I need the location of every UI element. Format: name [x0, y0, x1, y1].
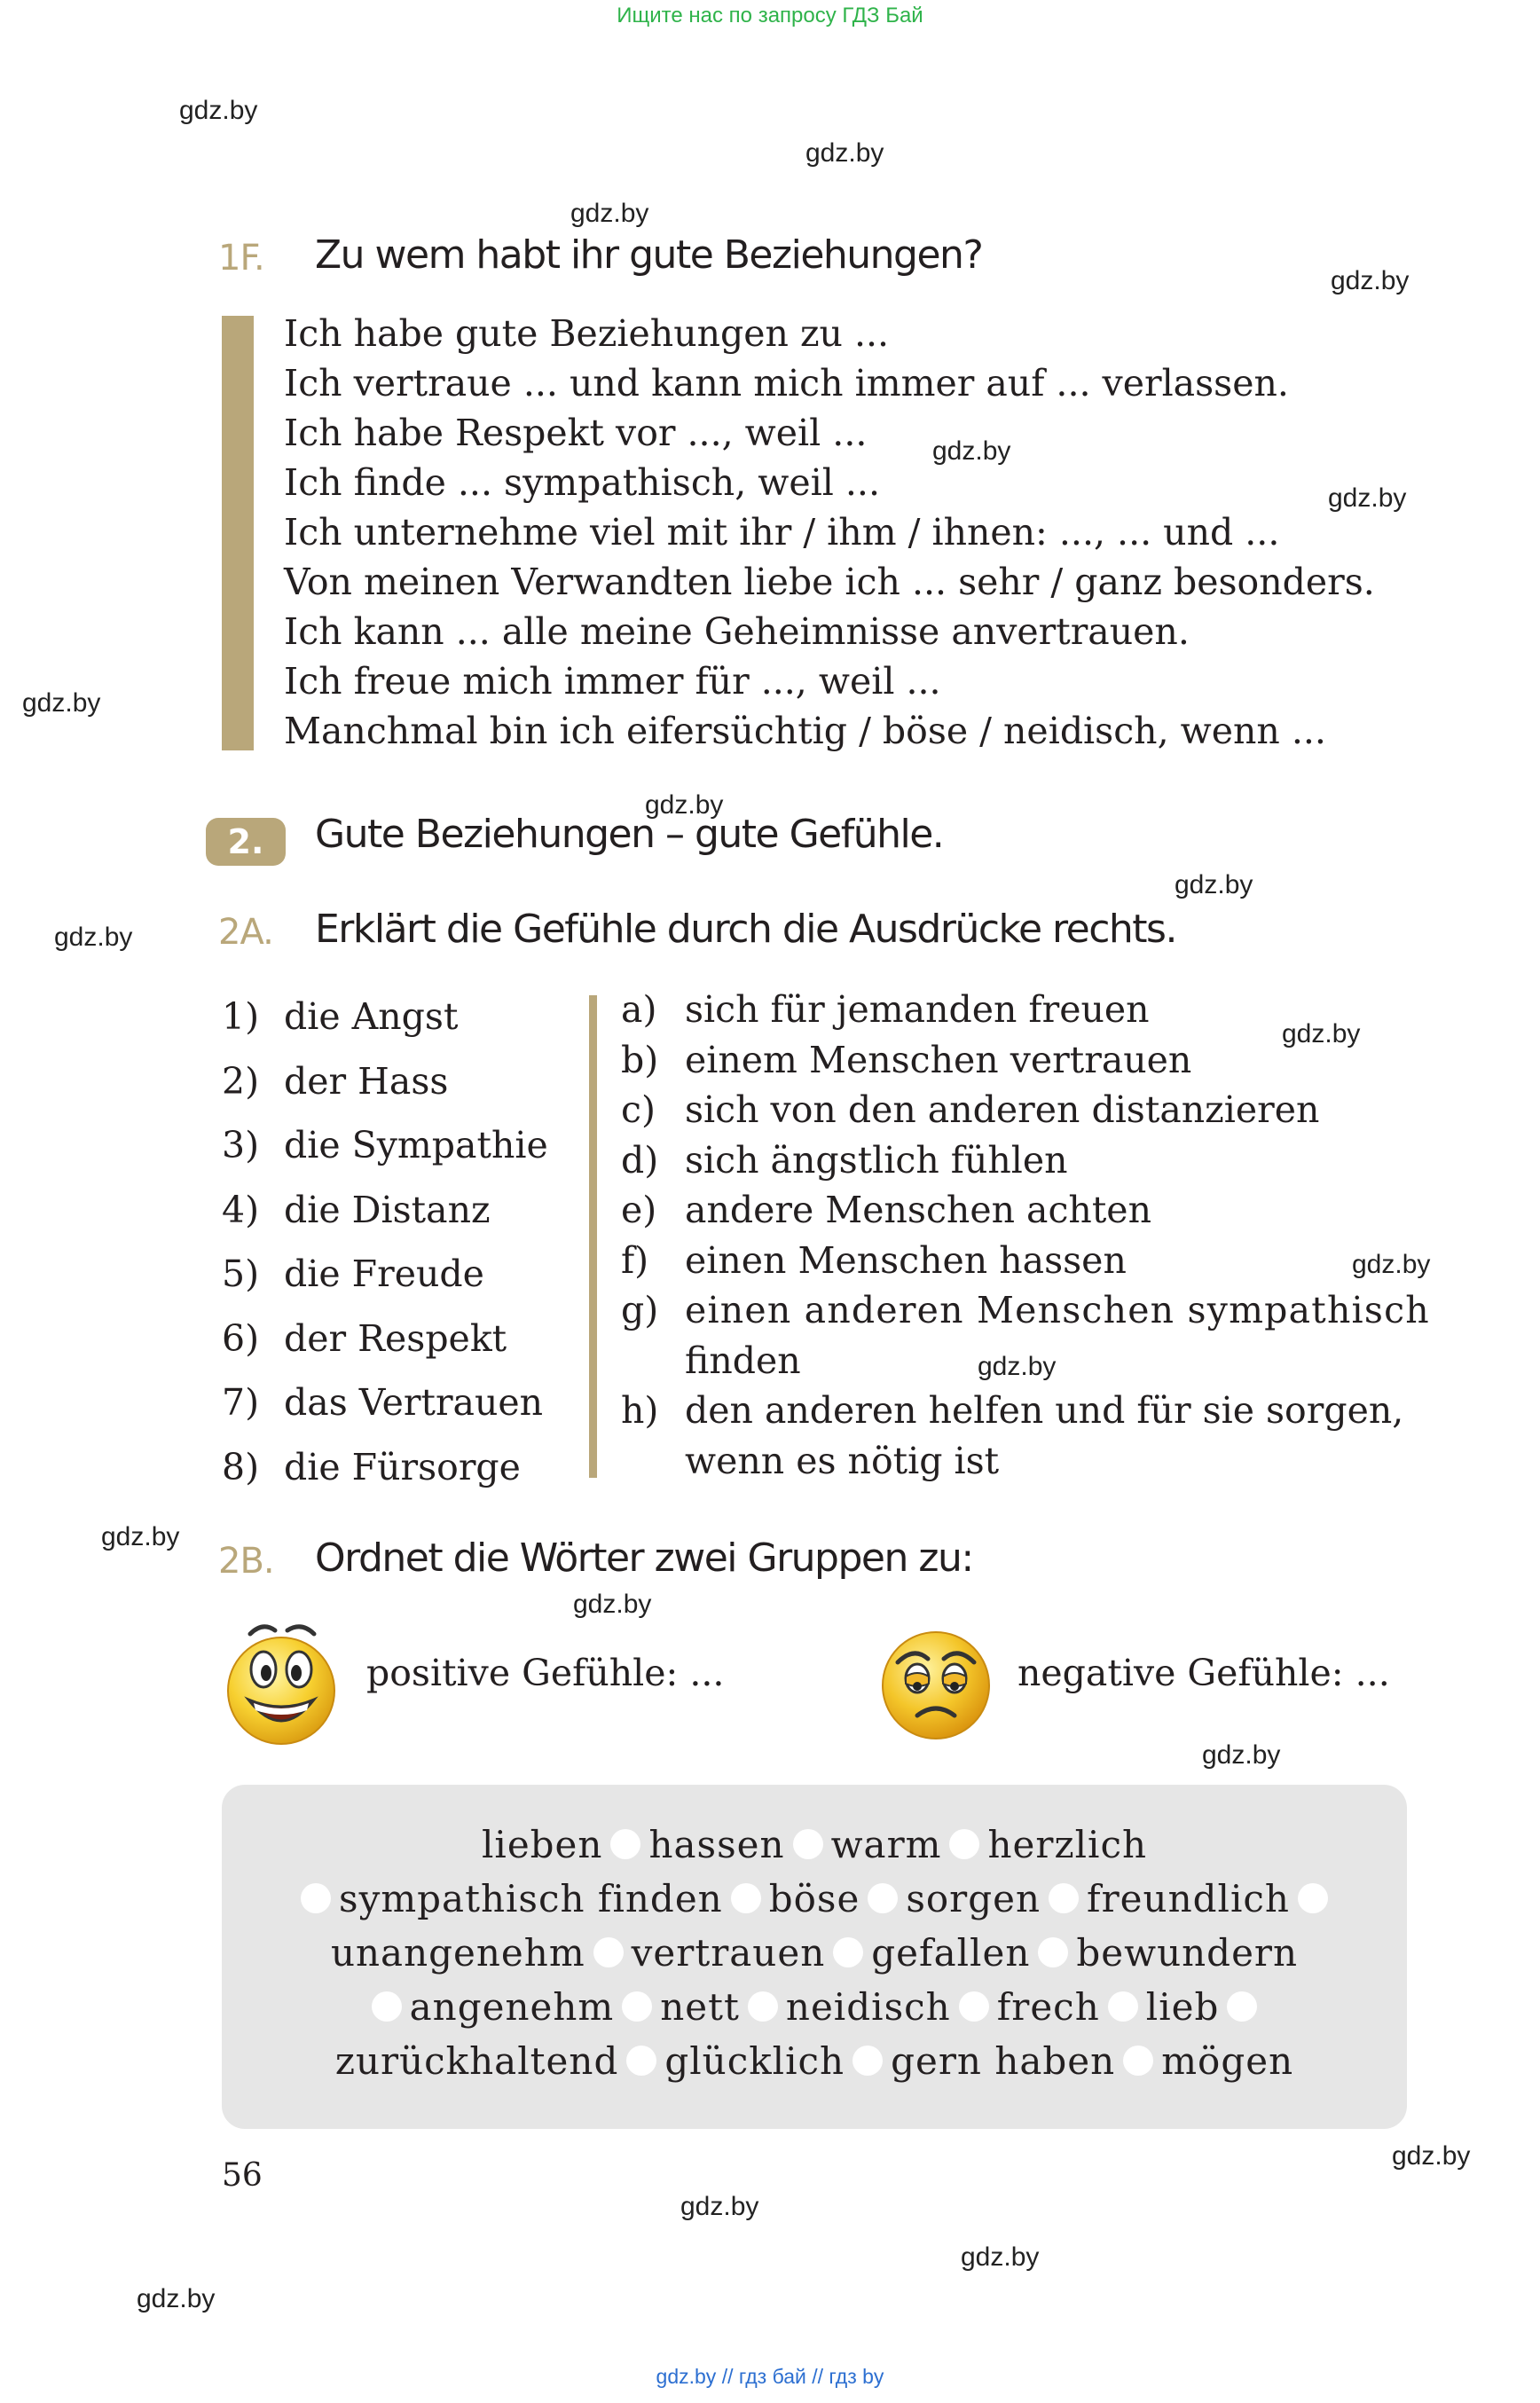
- watermark: gdz.by: [573, 1590, 652, 1619]
- watermark: gdz.by: [54, 923, 133, 952]
- item-letter: h): [621, 1389, 659, 1432]
- word-row: [222, 2039, 1407, 2083]
- item-text: die Sympathie: [284, 1124, 548, 1166]
- list-item: [621, 1035, 1430, 1086]
- watermark: gdz.by: [1331, 266, 1410, 295]
- separator-dot: [949, 1829, 979, 1859]
- word: frech: [996, 1985, 1100, 2029]
- list-item: [621, 1185, 1430, 1236]
- divider-bar: [589, 995, 597, 1478]
- word: gefallen: [871, 1931, 1031, 1975]
- item-text: sich für jemanden freuen: [685, 988, 1150, 1031]
- phrase-line: Manchmal bin ich eifersüchtig / böse / neidisch, wenn ...: [284, 710, 1326, 752]
- phrase-line: Ich habe gute Beziehungen zu ...: [284, 312, 890, 355]
- list-item: [222, 1113, 548, 1178]
- item-number: 3): [222, 1124, 260, 1166]
- list-item: [621, 1285, 1430, 1336]
- word-row: [222, 1877, 1407, 1920]
- watermark: gdz.by: [179, 96, 258, 125]
- watermark: gdz.by: [101, 1522, 180, 1551]
- accent-bar: [222, 316, 254, 750]
- list-item: [621, 1236, 1430, 1286]
- item-text: sich ängstlich fühlen: [685, 1138, 1068, 1182]
- separator-dot: [1038, 1937, 1068, 1967]
- exercise-1f-number: 1F.: [218, 238, 264, 279]
- separator-dot: [1108, 1991, 1138, 2022]
- item-text: die Angst: [284, 995, 459, 1038]
- list-item: [222, 1178, 548, 1243]
- item-text: einem Menschen vertrauen: [685, 1038, 1192, 1081]
- feelings-list: [222, 985, 548, 1499]
- separator-dot: [1298, 1883, 1328, 1913]
- separator-dot: [372, 1991, 402, 2022]
- separator-dot: [959, 1991, 989, 2022]
- exercise-2b-number: 2B.: [218, 1541, 274, 1582]
- separator-dot: [301, 1883, 331, 1913]
- list-item: [621, 1085, 1430, 1135]
- word: zurückhaltend: [334, 2039, 619, 2083]
- item-letter: b): [621, 1038, 659, 1081]
- separator-dot: [833, 1937, 863, 1967]
- list-item: [621, 1386, 1430, 1436]
- word: lieben: [481, 1823, 603, 1866]
- watermark: gdz.by: [570, 199, 649, 228]
- phrase-line: Von meinen Verwandten liebe ich ... sehr / ganz besonders.: [284, 561, 1375, 603]
- item-letter: e): [621, 1189, 657, 1231]
- negative-feelings-label: negative Gefühle: ...: [1018, 1652, 1390, 1694]
- word: gern haben: [891, 2039, 1116, 2083]
- watermark: gdz.by: [1202, 1740, 1281, 1770]
- word: nett: [660, 1985, 740, 2029]
- separator-dot: [626, 2046, 656, 2076]
- word: unangenehm: [330, 1931, 585, 1975]
- word-row: [222, 1985, 1407, 2029]
- sad-face-icon: [878, 1623, 994, 1744]
- separator-dot: [793, 1829, 823, 1859]
- item-text: einen Menschen hassen: [685, 1238, 1127, 1282]
- item-text: der Hass: [284, 1059, 449, 1103]
- exercise-2b-title: Ordnet die Wörter zwei Gruppen zu:: [315, 1535, 973, 1581]
- item-number: 1): [222, 995, 260, 1038]
- word: sympathisch finden: [339, 1877, 723, 1920]
- list-item: [222, 1049, 548, 1114]
- list-item: [222, 1370, 548, 1435]
- exercise-2a-number: 2A.: [218, 912, 273, 953]
- separator-dot: [1123, 2046, 1153, 2076]
- watermark: gdz.by: [680, 2192, 759, 2221]
- list-item: [222, 1435, 548, 1500]
- item-text: sich von den anderen distanzieren: [685, 1088, 1320, 1131]
- watermark: gdz.by: [1352, 1250, 1431, 1279]
- phrase-line: Ich unternehme viel mit ihr / ihm / ihnen: ..., ... und ...: [284, 511, 1280, 554]
- separator-dot: [748, 1991, 778, 2022]
- item-number: 7): [222, 1381, 260, 1424]
- list-item-continuation: [621, 1336, 1430, 1386]
- word: sorgen: [906, 1877, 1041, 1920]
- smiling-face-icon: [224, 1618, 339, 1747]
- word: hassen: [648, 1823, 785, 1866]
- exercise-2-badge: 2.: [206, 818, 286, 866]
- list-item: [222, 1242, 548, 1307]
- item-letter: d): [621, 1138, 659, 1182]
- word: glücklich: [664, 2039, 845, 2083]
- separator-dot: [852, 2046, 883, 2076]
- item-text: die Freude: [284, 1253, 484, 1295]
- list-item: [222, 1307, 548, 1371]
- item-text: finden: [685, 1339, 801, 1382]
- expressions-list: [621, 985, 1430, 1486]
- watermark: gdz.by: [961, 2242, 1040, 2272]
- item-text: einen anderen Menschen sympathisch: [685, 1289, 1430, 1331]
- word: böse: [768, 1877, 860, 1920]
- separator-dot: [593, 1937, 624, 1967]
- watermark: gdz.by: [1282, 1019, 1361, 1048]
- separator-dot: [1227, 1991, 1257, 2022]
- item-text: den anderen helfen und für sie sorgen,: [685, 1389, 1404, 1432]
- word: bewundern: [1076, 1931, 1299, 1975]
- watermark: gdz.by: [932, 436, 1011, 466]
- word: herzlich: [987, 1823, 1148, 1866]
- separator-dot: [610, 1829, 640, 1859]
- item-text: wenn es nötig ist: [685, 1439, 1000, 1482]
- item-text: der Respekt: [284, 1316, 507, 1360]
- watermark: gdz.by: [22, 688, 101, 718]
- item-letter: c): [621, 1088, 656, 1131]
- footer-links[interactable]: gdz.by // гдз бай // гдз by: [656, 2365, 884, 2388]
- item-number: 8): [222, 1445, 260, 1488]
- item-text: das Vertrauen: [284, 1381, 544, 1424]
- top-search-note: Ищите нас по запросу ГДЗ Бай: [617, 4, 923, 27]
- word: freundlich: [1087, 1877, 1290, 1920]
- page-number: 56: [222, 2157, 263, 2194]
- phrase-line: Ich freue mich immer für ..., weil ...: [284, 660, 941, 703]
- separator-dot: [868, 1883, 898, 1913]
- item-letter: g): [621, 1289, 659, 1331]
- separator-dot: [622, 1991, 652, 2022]
- item-text: die Distanz: [284, 1188, 491, 1231]
- phrase-line: Ich finde ... sympathisch, weil ...: [284, 461, 880, 504]
- list-item-continuation: [621, 1436, 1430, 1487]
- item-letter: a): [621, 988, 657, 1031]
- watermark: gdz.by: [1175, 870, 1253, 899]
- word: mögen: [1161, 2039, 1294, 2083]
- watermark: gdz.by: [137, 2284, 216, 2313]
- exercise-2-title: Gute Beziehungen – gute Gefühle.: [315, 812, 944, 857]
- item-number: 4): [222, 1188, 260, 1231]
- list-item: [621, 985, 1430, 1035]
- item-letter: f): [621, 1238, 649, 1282]
- word-row: [222, 1931, 1407, 1975]
- separator-dot: [731, 1883, 761, 1913]
- watermark: gdz.by: [978, 1352, 1057, 1381]
- watermark: gdz.by: [1328, 483, 1407, 513]
- word-row: [222, 1823, 1407, 1866]
- item-text: andere Menschen achten: [685, 1189, 1151, 1231]
- item-number: 5): [222, 1253, 260, 1295]
- separator-dot: [1049, 1883, 1079, 1913]
- watermark: gdz.by: [1392, 2141, 1471, 2171]
- word: angenehm: [409, 1985, 615, 2029]
- exercise-2a-title: Erklärt die Gefühle durch die Ausdrücke rechts.: [315, 907, 1176, 952]
- list-item: [621, 1135, 1430, 1186]
- phrase-line: Ich kann ... alle meine Geheimnisse anvertrauen.: [284, 610, 1190, 653]
- positive-feelings-label: positive Gefühle: ...: [366, 1652, 725, 1694]
- list-item: [222, 985, 548, 1049]
- item-number: 2): [222, 1059, 260, 1103]
- word: vertrauen: [631, 1931, 826, 1975]
- item-text: die Fürsorge: [284, 1445, 521, 1488]
- word: lieb: [1145, 1985, 1220, 2029]
- phrase-list: [284, 309, 1375, 756]
- watermark: gdz.by: [645, 790, 724, 820]
- word: warm: [830, 1823, 942, 1866]
- item-number: 6): [222, 1316, 260, 1360]
- exercise-1f-title: Zu wem habt ihr gute Beziehungen?: [315, 232, 983, 278]
- phrase-line: Ich vertraue ... und kann mich immer auf ... verlassen.: [284, 362, 1289, 404]
- word: neidisch: [785, 1985, 951, 2029]
- watermark: gdz.by: [805, 138, 884, 168]
- phrase-line: Ich habe Respekt vor ..., weil ...: [284, 412, 868, 454]
